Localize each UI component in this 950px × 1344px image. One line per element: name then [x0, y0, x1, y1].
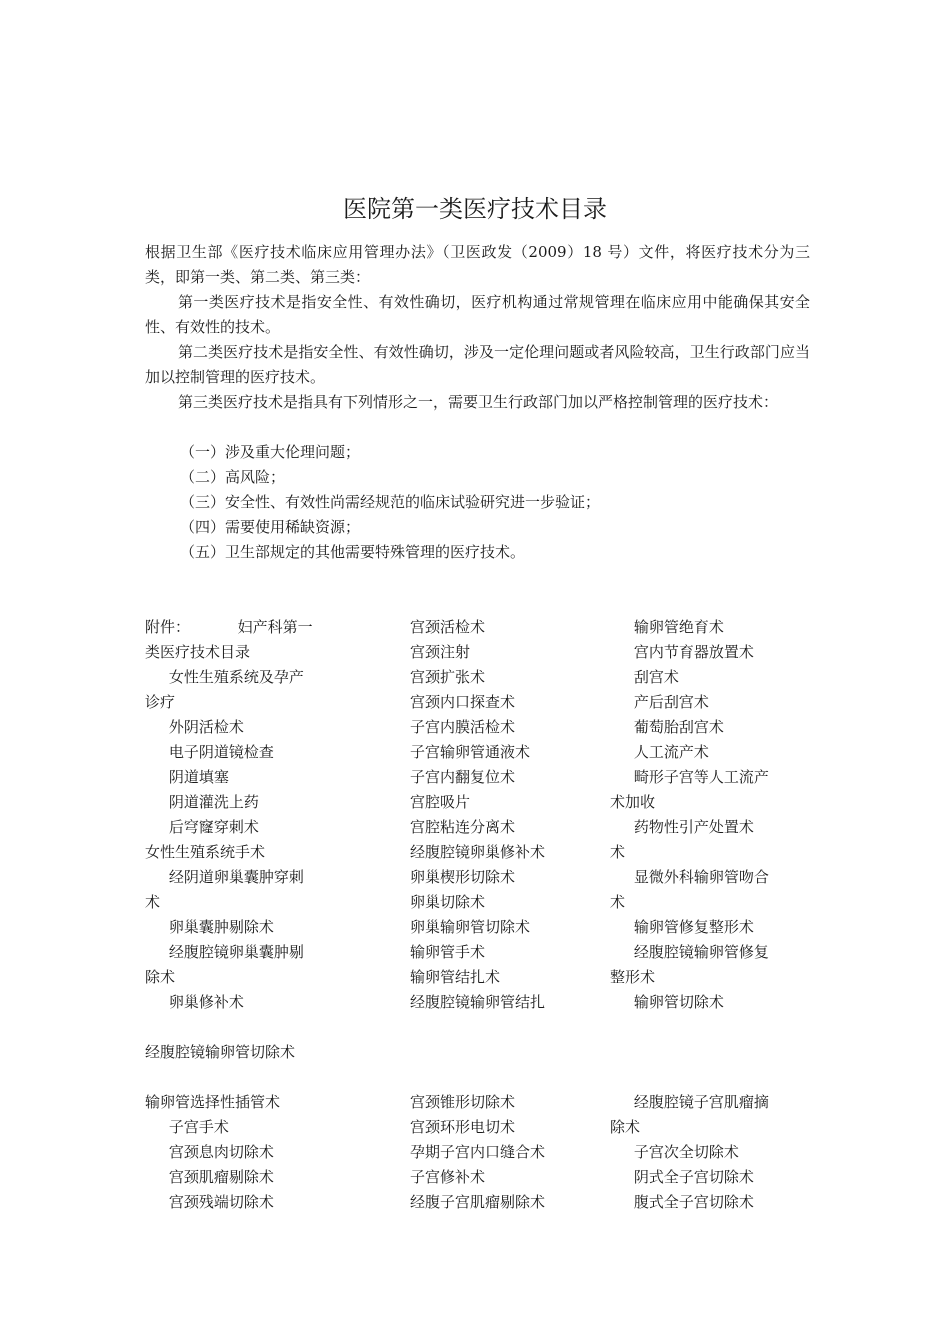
appendix-line: 宫颈活检术: [410, 618, 486, 636]
appendix-line: 子宫内膜活检术: [410, 718, 516, 736]
appendix-line: 宫颈注射: [410, 643, 471, 661]
appendix-line: 宫颈肌瘤剔除术: [145, 1168, 274, 1186]
appendix-line: 宫颈内口探查术: [410, 693, 516, 711]
condition-item: （一）涉及重大伦理问题；: [180, 443, 361, 461]
intro-paragraph-2: 第一类医疗技术是指安全性、有效性确切，医疗机构通过常规管理在临床应用中能确保其安全性、有效性的技术。: [145, 293, 810, 336]
appendix-line: 术加收: [610, 793, 656, 811]
condition-item: （三）安全性、有效性尚需经规范的临床试验研究进一步验证；: [180, 493, 601, 511]
intro-paragraph-4: 第三类医疗技术是指具有下列情形之一，需要卫生行政部门加以严格控制管理的医疗技术：: [178, 393, 779, 411]
appendix-line: 除术: [145, 968, 176, 986]
appendix-line: 后穹窿穿刺术: [145, 818, 259, 836]
appendix-line: 卵巢输卵管切除术: [410, 918, 531, 936]
condition-item: （二）高风险；: [180, 468, 286, 486]
appendix-line: 女性生殖系统及孕产: [145, 668, 304, 686]
appendix-line: 子宫输卵管通液术: [410, 743, 531, 761]
appendix-line: 宫颈锥形切除术: [410, 1093, 516, 1111]
appendix-line: 腹式全子宫切除术: [610, 1193, 754, 1211]
appendix-line: 孕期子宫内口缝合术: [410, 1143, 546, 1161]
appendix-line: 经腹腔镜卵巢囊肿剔: [145, 943, 304, 961]
appendix-line: 产后刮宫术: [610, 693, 709, 711]
appendix-line: 术: [610, 893, 626, 911]
appendix-line: 卵巢囊肿剔除术: [145, 918, 274, 936]
appendix-line: 女性生殖系统手术: [145, 843, 266, 861]
appendix-line: 类医疗技术目录: [145, 643, 251, 661]
appendix-line: 畸形子宫等人工流产: [610, 768, 769, 786]
appendix-line: 输卵管手术: [410, 943, 486, 961]
appendix-line: 刮宫术: [610, 668, 679, 686]
appendix-line: 术: [610, 843, 626, 861]
appendix-line: 经腹腔镜输卵管切除术: [145, 1043, 296, 1061]
appendix-line: 输卵管切除术: [610, 993, 724, 1011]
appendix-line: 人工流产术: [610, 743, 709, 761]
appendix-line: 宫内节育器放置术: [610, 643, 754, 661]
appendix-line: 宫颈残端切除术: [145, 1193, 274, 1211]
appendix-line: 葡萄胎刮宫术: [610, 718, 724, 736]
document-title: 医院第一类医疗技术目录: [343, 195, 607, 223]
appendix-line: 附件： 妇产科第一: [145, 618, 313, 636]
appendix-line: 电子阴道镜检查: [145, 743, 274, 761]
appendix-line: 经腹腔镜子宫肌瘤摘: [610, 1093, 769, 1111]
appendix-line: 诊疗: [145, 693, 176, 711]
intro-paragraph-3: 第二类医疗技术是指安全性、有效性确切，涉及一定伦理问题或者风险较高，卫生行政部门应当加以控制管理的医疗技术。: [145, 343, 810, 386]
appendix-line: 阴道填塞: [145, 768, 229, 786]
appendix-line: 卵巢修补术: [145, 993, 244, 1011]
appendix-line: 经阴道卵巢囊肿穿刺: [145, 868, 304, 886]
appendix-line: 宫颈息肉切除术: [145, 1143, 274, 1161]
appendix-line: 经腹腔镜卵巢修补术: [410, 843, 546, 861]
appendix-line: 宫腔吸片: [410, 793, 471, 811]
condition-item: （五）卫生部规定的其他需要特殊管理的医疗技术。: [180, 543, 526, 561]
appendix-line: 整形术: [610, 968, 656, 986]
appendix-line: 子宫内翻复位术: [410, 768, 516, 786]
appendix-line: 外阴活检术: [145, 718, 244, 736]
appendix-line: 子宫次全切除术: [610, 1143, 739, 1161]
condition-item: （四）需要使用稀缺资源；: [180, 518, 361, 536]
appendix-line: 术: [145, 893, 161, 911]
appendix-line: 卵巢楔形切除术: [410, 868, 516, 886]
appendix-line: 宫颈环形电切术: [410, 1118, 516, 1136]
appendix-line: 卵巢切除术: [410, 893, 486, 911]
appendix-line: 宫颈扩张术: [410, 668, 486, 686]
appendix-line: 宫腔粘连分离术: [410, 818, 516, 836]
appendix-line: 子宫修补术: [410, 1168, 486, 1186]
appendix-line: 输卵管修复整形术: [610, 918, 754, 936]
appendix-line: 阴式全子宫切除术: [610, 1168, 754, 1186]
appendix-line: 除术: [610, 1118, 641, 1136]
appendix-line: 显微外科输卵管吻合: [610, 868, 769, 886]
appendix-line: 经腹腔镜输卵管结扎: [410, 993, 546, 1011]
appendix-line: 经腹子宫肌瘤剔除术: [410, 1193, 546, 1211]
appendix-line: 经腹腔镜输卵管修复: [610, 943, 769, 961]
appendix-line: 子宫手术: [145, 1118, 229, 1136]
appendix-line: 输卵管结扎术: [410, 968, 501, 986]
appendix-line: 药物性引产处置术: [610, 818, 754, 836]
appendix-line: 输卵管绝育术: [610, 618, 724, 636]
intro-paragraph-1: 根据卫生部《医疗技术临床应用管理办法》（卫医政发（2009）18 号）文件，将医疗技术分为三类，即第一类、第二类、第三类：: [145, 243, 810, 286]
appendix-line: 输卵管选择性插管术: [145, 1093, 281, 1111]
appendix-line: 阴道灌洗上药: [145, 793, 259, 811]
